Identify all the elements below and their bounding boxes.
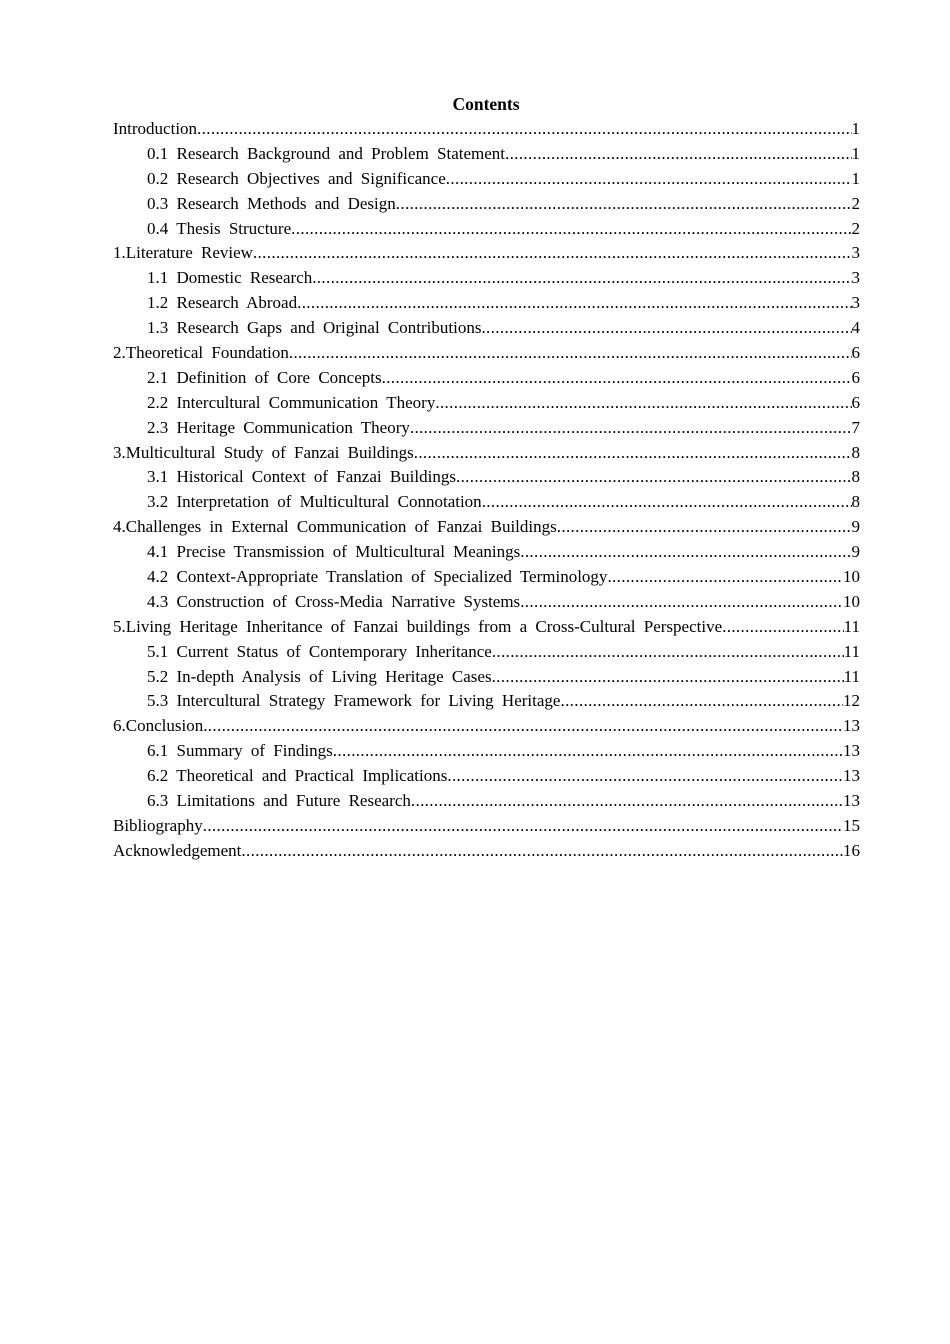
toc-page-number: 7 (851, 417, 860, 437)
toc-entry-label: 3.2 Interpretation of Multicultural Connotation (147, 492, 482, 512)
toc-section-entry[interactable] (113, 366, 860, 391)
toc-page-number: 15 (843, 815, 860, 835)
toc-section-entry[interactable] (113, 565, 860, 590)
toc-dot-leader (333, 739, 843, 764)
toc-entry-label: 6.2 Theoretical and Practical Implications (147, 766, 448, 786)
toc-page-number: 10 (843, 591, 860, 611)
toc-entry-label: 1.Literature Review (113, 243, 253, 263)
toc-title: Contents (452, 94, 520, 114)
toc-page-number: 11 (843, 616, 860, 636)
toc-page-number: 6 (851, 367, 860, 387)
toc-section-entry[interactable] (113, 316, 860, 341)
toc-page-number: 9 (851, 542, 860, 562)
toc-page-number: 11 (843, 666, 860, 686)
toc-dot-leader (520, 590, 843, 615)
toc-page-number: 10 (843, 567, 860, 587)
toc-page-number: 8 (851, 492, 860, 512)
toc-chapter-entry[interactable] (113, 615, 860, 640)
toc-page-number: 16 (843, 840, 860, 860)
toc-entry-label: 0.2 Research Objectives and Significance (147, 168, 446, 188)
toc-entry-label: 6.1 Summary of Findings (147, 741, 333, 761)
toc-dot-leader (291, 217, 851, 242)
toc-chapter-entry[interactable] (113, 441, 860, 466)
toc-dot-leader (492, 640, 844, 665)
toc-chapter-entry[interactable] (113, 814, 860, 839)
toc-chapter-entry[interactable] (113, 117, 860, 142)
toc-section-entry[interactable] (113, 640, 860, 665)
toc-entry-label: 3.Multicultural Study of Fanzai Buildings (113, 442, 414, 462)
toc-page-number: 13 (843, 741, 860, 761)
toc-entry-label: 4.1 Precise Transmission of Multicultural Meanings (147, 542, 521, 562)
toc-page-number: 1 (851, 143, 860, 163)
toc-section-entry[interactable] (113, 142, 860, 167)
toc-page-number: 9 (851, 517, 860, 537)
toc-entry-label: 2.3 Heritage Communication Theory (147, 417, 410, 437)
toc-dot-leader (492, 665, 844, 690)
toc-dot-leader (482, 490, 852, 515)
toc-entry-label: 4.3 Construction of Cross-Media Narrative Systems (147, 591, 521, 611)
toc-section-entry[interactable] (113, 764, 860, 789)
toc-entry-label: 5.1 Current Status of Contemporary Inheritance (147, 641, 492, 661)
toc-chapter-entry[interactable] (113, 515, 860, 540)
toc-dot-leader (197, 117, 851, 142)
toc-chapter-entry[interactable] (113, 341, 860, 366)
toc-dot-leader (481, 316, 851, 341)
toc-section-entry[interactable] (113, 192, 860, 217)
toc-dot-leader (414, 441, 852, 466)
toc-dot-leader (435, 391, 851, 416)
toc-dot-leader (203, 714, 843, 739)
toc-dot-leader (520, 540, 851, 565)
toc-dot-leader (241, 839, 843, 864)
toc-section-entry[interactable] (113, 391, 860, 416)
toc-entry-label: 6.Conclusion (113, 716, 204, 736)
toc-page-number: 3 (851, 293, 860, 313)
toc-dot-leader (411, 789, 843, 814)
toc-section-entry[interactable] (113, 789, 860, 814)
toc-page-number: 2 (851, 218, 860, 238)
toc-list (113, 117, 860, 864)
toc-page-number: 13 (843, 766, 860, 786)
toc-section-entry[interactable] (113, 416, 860, 441)
toc-entry-label: 0.4 Thesis Structure (147, 218, 292, 238)
toc-page-number: 13 (843, 716, 860, 736)
toc-page-number: 4 (851, 318, 860, 338)
toc-entry-label: 4.Challenges in External Communication of Fanzai Buildings (113, 517, 557, 537)
toc-dot-leader (607, 565, 843, 590)
toc-entry-label: 5.3 Intercultural Strategy Framework for Living Heritage (147, 691, 561, 711)
toc-dot-leader (396, 192, 852, 217)
toc-dot-leader (297, 291, 851, 316)
toc-entry-label: Bibliography (113, 815, 203, 835)
toc-section-entry[interactable] (113, 739, 860, 764)
toc-section-entry[interactable] (113, 291, 860, 316)
toc-page-number: 6 (851, 392, 860, 412)
toc-page-number: 1 (851, 119, 860, 138)
toc-dot-leader (253, 241, 852, 266)
toc-entry-label: 2.2 Intercultural Communication Theory (147, 392, 436, 412)
toc-section-entry[interactable] (113, 490, 860, 515)
toc-section-entry[interactable] (113, 540, 860, 565)
toc-dot-leader (447, 764, 843, 789)
toc-page-number: 3 (851, 243, 860, 263)
toc-section-entry[interactable] (113, 590, 860, 615)
toc-entry-label: 0.3 Research Methods and Design (147, 193, 396, 213)
toc-page-number: 8 (851, 442, 860, 462)
toc-entry-label: 1.3 Research Gaps and Original Contributions (147, 318, 482, 338)
toc-entry-label: 3.1 Historical Context of Fanzai Buildings (147, 467, 456, 487)
toc-dot-leader (203, 814, 843, 839)
toc-section-entry[interactable] (113, 266, 860, 291)
toc-page-number: 12 (843, 691, 860, 711)
toc-chapter-entry[interactable] (113, 839, 860, 864)
toc-page-number: 13 (843, 791, 860, 811)
toc-dot-leader (557, 515, 852, 540)
toc-dot-leader (722, 615, 844, 640)
toc-page-number: 2 (851, 193, 860, 213)
toc-page-number: 11 (843, 641, 860, 661)
toc-dot-leader (505, 142, 851, 167)
toc-page-number: 3 (851, 268, 860, 288)
toc-dot-leader (410, 416, 852, 441)
toc-page-number: 8 (851, 467, 860, 487)
toc-page-number: 6 (851, 343, 860, 363)
toc-entry-label: 5.2 In-depth Analysis of Living Heritage Cases (147, 666, 492, 686)
toc-dot-leader (446, 167, 852, 192)
toc-entry-label: 1.1 Domestic Research (147, 268, 313, 288)
toc-chapter-entry[interactable] (113, 714, 860, 739)
toc-dot-leader (456, 465, 852, 490)
toc-section-entry[interactable] (113, 167, 860, 192)
toc-dot-leader (382, 366, 852, 391)
toc-section-entry[interactable] (113, 689, 860, 714)
toc-entry-label: 5.Living Heritage Inheritance of Fanzai buildings from a Cross-Cultural Perspective (113, 616, 723, 636)
toc-chapter-entry[interactable] (113, 241, 860, 266)
toc-entry-label: 2.1 Definition of Core Concepts (147, 367, 382, 387)
toc-section-entry[interactable] (113, 465, 860, 490)
toc-entry-label: Introduction (113, 119, 198, 138)
toc-entry-label: 1.2 Research Abroad (147, 293, 298, 313)
toc-section-entry[interactable] (113, 217, 860, 242)
toc-dot-leader (312, 266, 851, 291)
toc-dot-leader (560, 689, 843, 714)
toc-entry-label: 4.2 Context-Appropriate Translation of Specialized Terminology (147, 567, 608, 587)
toc-entry-label: 2.Theoretical Foundation (113, 343, 289, 363)
toc-section-entry[interactable] (113, 665, 860, 690)
toc-entry-label: 6.3 Limitations and Future Research (147, 791, 411, 811)
toc-dot-leader (289, 341, 852, 366)
toc-page-number: 1 (851, 168, 860, 188)
toc-entry-label: 0.1 Research Background and Problem Statement (147, 143, 506, 163)
toc-entry-label: Acknowledgement (113, 840, 242, 860)
